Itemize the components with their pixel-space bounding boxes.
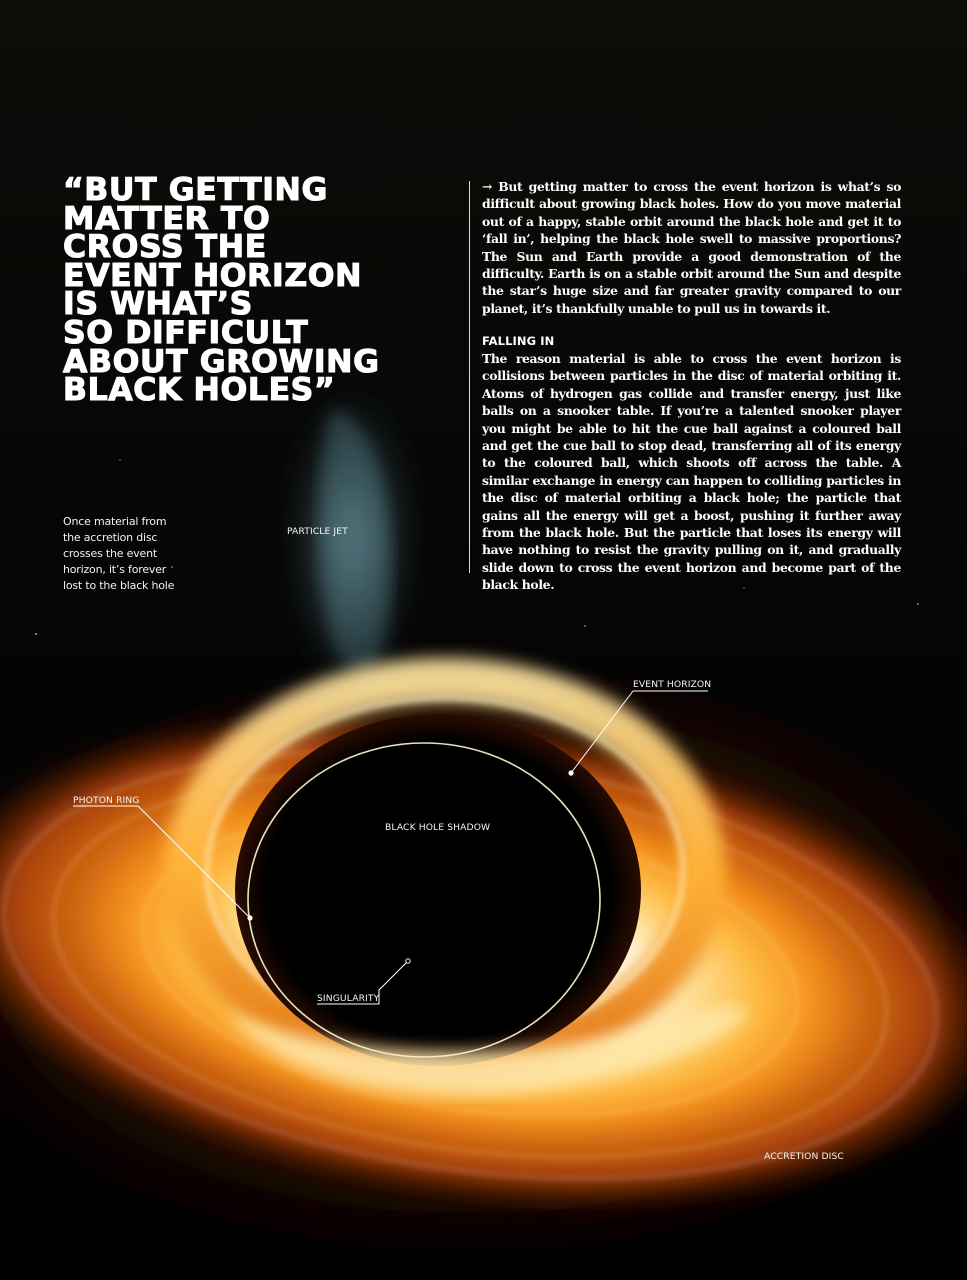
intro-paragraph: → But getting matter to cross the event horizon is what’s so difficult about growing black holes. How do you move material out of a happy, stable orbit around the black hole and get it to ‘fall in’, helping the black hole swell to massive proportions? The Sun and Earth provide a good demonstration of the difficulty. Earth is on a stable orbit around the Sun and despite the star’s huge size and far greater gravity compared to our planet, it’s thankfully unable to pull us in towards it. xyxy=(482,179,901,316)
label-black-hole-shadow: BLACK HOLE SHADOW xyxy=(385,822,491,833)
body-paragraph: The reason material is able to cross the event horizon is collisions between particles in the disc of material orbiting it. Atoms of hydrogen gas collide and transfer energy, just like balls on a snooker table. If you’re a talented snooker player you might be able to hit the cue ball against a coloured ball and get the cue ball to stop dead, transferring all of its energy to the coloured ball, which shoots off across the table. A similar exchange in energy can happen to colliding particles in the disc of material orbiting a black hole; the particle that gains all the energy will get a boost, pushing it further away from the black hole. But the particle that loses its energy will have nothing to resist the gravity pulling on it, and gradually slide down to cross the event horizon and become part of the black hole. xyxy=(482,351,901,593)
label-photon-ring: PHOTON RING xyxy=(73,795,140,806)
column-divider xyxy=(469,181,470,573)
label-event-horizon: EVENT HORIZON xyxy=(633,679,712,690)
image-caption: Once material from the accretion disc crosses the event horizon, it’s forever lost to the black hole xyxy=(63,515,175,592)
article-intro xyxy=(482,178,901,317)
black-hole-shadow-shape xyxy=(235,714,641,1066)
pull-quote-line: ABOUT GROWING xyxy=(63,343,380,380)
article-body xyxy=(482,350,901,594)
section-heading: FALLING IN xyxy=(482,334,555,348)
pull-quote-line: CROSS THE xyxy=(63,229,267,266)
pull-quote-line: BLACK HOLES” xyxy=(63,372,336,409)
pull-quote-line: IS WHAT’S xyxy=(63,286,253,323)
pull-quote-line: SO DIFFICULT xyxy=(63,314,309,351)
label-particle-jet: PARTICLE JET xyxy=(287,526,348,537)
pull-quote-line: MATTER TO xyxy=(63,200,271,237)
pull-quote-line: “BUT GETTING xyxy=(63,172,328,208)
label-singularity: SINGULARITY xyxy=(317,993,380,1004)
pull-quote-line: EVENT HORIZON xyxy=(63,257,363,294)
pull-quote xyxy=(63,172,448,409)
label-accretion-disc: ACCRETION DISC xyxy=(764,1151,844,1162)
